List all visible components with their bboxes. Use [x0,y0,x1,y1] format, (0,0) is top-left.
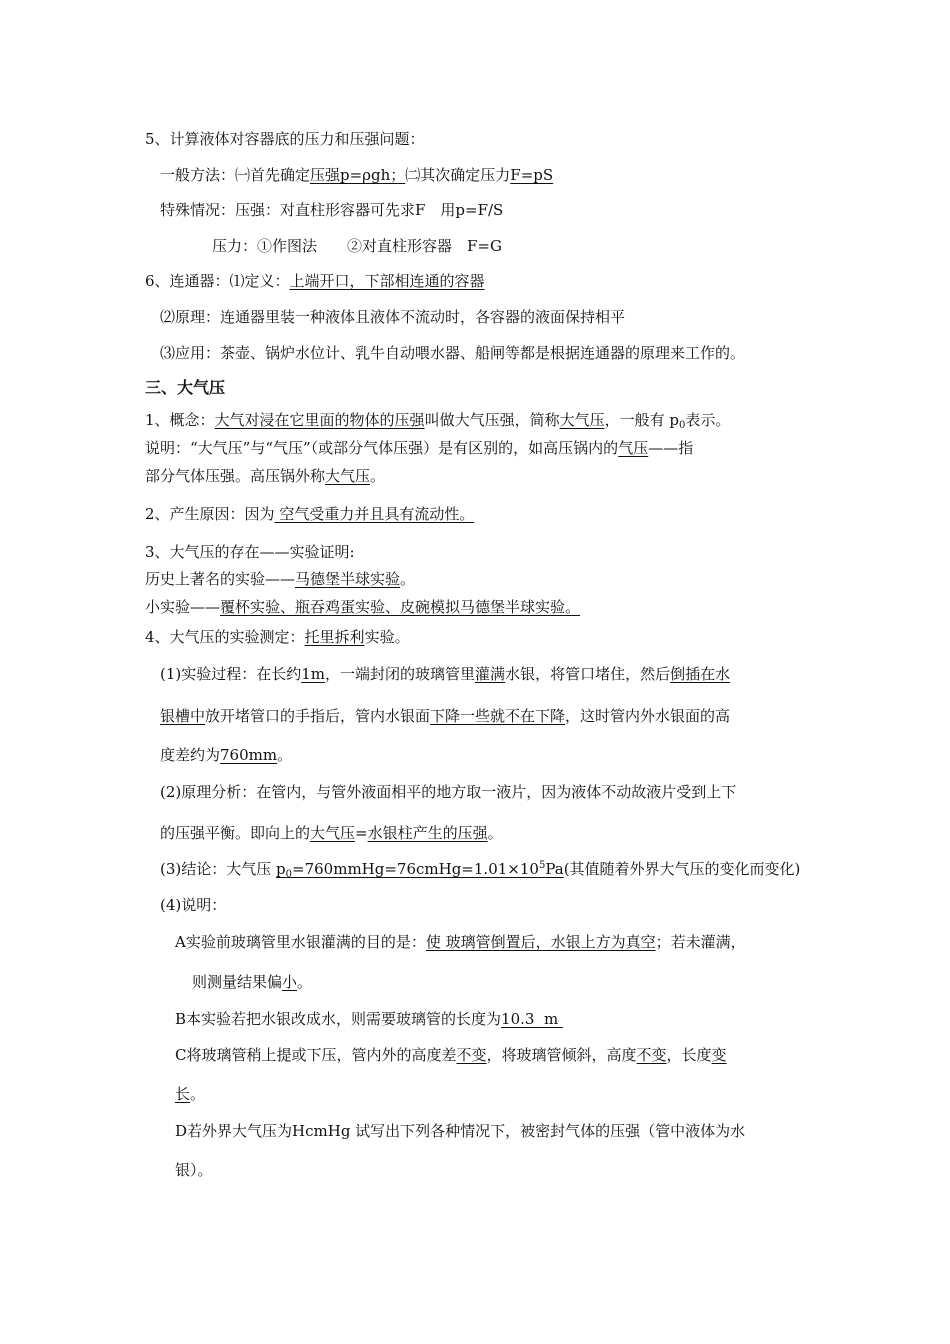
notes-title: (4)说明： [160,896,227,914]
section-heading: 三、大气压 [145,378,226,397]
force-line: 压力：①作图法 ②对直柱形容器 F=G [212,237,502,255]
answer-blank: 10.3 m [501,1010,563,1028]
note-c-line-2: 长。 [175,1085,206,1103]
small-experiment-line: 小实验——覆杯实验、瓶吞鸡蛋实验、皮碗模拟马德堡半球实验。 [145,598,581,616]
answer-blank: F=pS [510,166,554,184]
answer-blank: 大气压 [310,824,356,842]
answer-blank: 上端开口，下部相连通的容器 [289,272,485,290]
answer-blank: 大气压 [559,411,605,429]
note-c-line-1: C将玻璃管稍上提或下压，管内外的高度差不变，将玻璃管倾斜，高度不变，长度变 [175,1046,727,1064]
section-6-principle: ⑵原理：连通器里装一种液体且液体不流动时，各容器的液面保持相平 [160,308,626,326]
section-6-application: ⑶应用：茶壶、锅炉水位计、乳牛自动喂水器、船闸等都是根据连通器的原理来工作的。 [160,344,746,362]
answer-blank: 大气压 [325,467,371,485]
answer-blank: $p_0=760mmHg=76cmHg=1.01\times 10^5Pa$ [276,860,564,880]
answer-blank: 水银柱产生的压强 [367,824,488,842]
conclusion-line: (3)结论：大气压 $p_0=760mmHg=76cmHg=1.01\times 10^5Pa$(其值随着外界大气压的变化而变化) [160,860,801,880]
principle-line-2: 的压强平衡。即向上的大气压=水银柱产生的压强。 [160,824,503,842]
answer-blank: 倒插在水 [670,665,731,683]
special-case-line: 特殊情况：压强：对直柱形容器可先求F 用p=F/S [160,201,504,219]
answer-blank: 气压 [618,439,649,457]
note-d-line-2: 银）。 [175,1161,213,1179]
process-line-1: (1)实验过程：在长约1m，一端封闭的玻璃管里灌满水银，将管口堵住，然后倒插在水 [160,665,731,683]
answer-blank: 小 [282,973,298,991]
answer-blank: 压强p=ρgh； [310,166,406,184]
answer-blank: 托里拆利 [304,628,365,646]
answer-blank: 1m [301,665,326,683]
section-5-title: 5、计算液体对容器底的压力和压强问题： [145,130,425,148]
answer-blank: 马德堡半球实验 [295,570,401,588]
existence-title: 3、大气压的存在——实验证明: [145,543,355,561]
note-a-line-2: 则测量结果偏小。 [192,973,313,991]
answer-blank: 760mm [220,746,278,764]
principle-line-1: (2)原理分析：在管内，与管外液面相平的地方取一液片，因为液体不动故液片受到上下 [160,783,737,801]
answer-blank: 变 [711,1046,727,1064]
process-line-2: 银槽中放开堵管口的手指后，管内水银面下降一些就不在下降，这时管内外水银面的高 [160,707,731,725]
note-d-line-1: D若外界大气压为HcmHg 试写出下列各种情况下，被密封气体的压强（管中液体为水 [175,1122,746,1140]
note-line-2: 部分气体压强。高压锅外称大气压。 [145,467,386,485]
answer-blank: 不变 [636,1046,667,1064]
answer-blank: 长 [175,1085,191,1103]
note-a-line-1: A实验前玻璃管里水银灌满的目的是：使 玻璃管倒置后，水银上方为真空；若未灌满， [175,933,746,951]
note-line-1: 说明：“大气压”与“气压”（或部分气体压强）是有区别的，如高压锅内的气压——指 [145,439,694,457]
answer-blank: 使 玻璃管倒置后，水银上方为真空 [425,933,656,951]
answer-blank: 大气对浸在它里面的物体的压强 [214,411,425,429]
cause-line: 2、产生原因：因为 空气受重力并且具有流动性。 [145,505,475,523]
measurement-line: 4、大气压的实验测定：托里拆利实验。 [145,628,410,646]
process-line-3: 度差约为760mm。 [160,746,293,764]
concept-line: 1、概念：大气对浸在它里面的物体的压强叫做大气压强，简称大气压，一般有 $p_0$表示。 [145,411,731,431]
general-method-line: 一般方法：㈠首先确定压强p=ρgh；㈡其次确定压力F=pS [160,166,554,184]
answer-blank: 不变 [456,1046,487,1064]
historic-experiment-line: 历史上著名的实验——马德堡半球实验。 [145,570,416,588]
note-b-line: B本实验若把水银改成水，则需要玻璃管的长度为10.3 m [175,1010,563,1028]
answer-blank: 灌满 [475,665,506,683]
section-6-definition: 6、连通器：⑴定义：上端开口，下部相连通的容器 [145,272,485,290]
answer-blank: 下降一些就不在下降 [430,707,566,725]
answer-blank: 空气受重力并且具有流动性。 [274,505,475,523]
answer-blank: 覆杯实验、瓶吞鸡蛋实验、皮碗模拟马德堡半球实验。 [220,598,581,616]
answer-blank: 银槽中 [160,707,206,725]
